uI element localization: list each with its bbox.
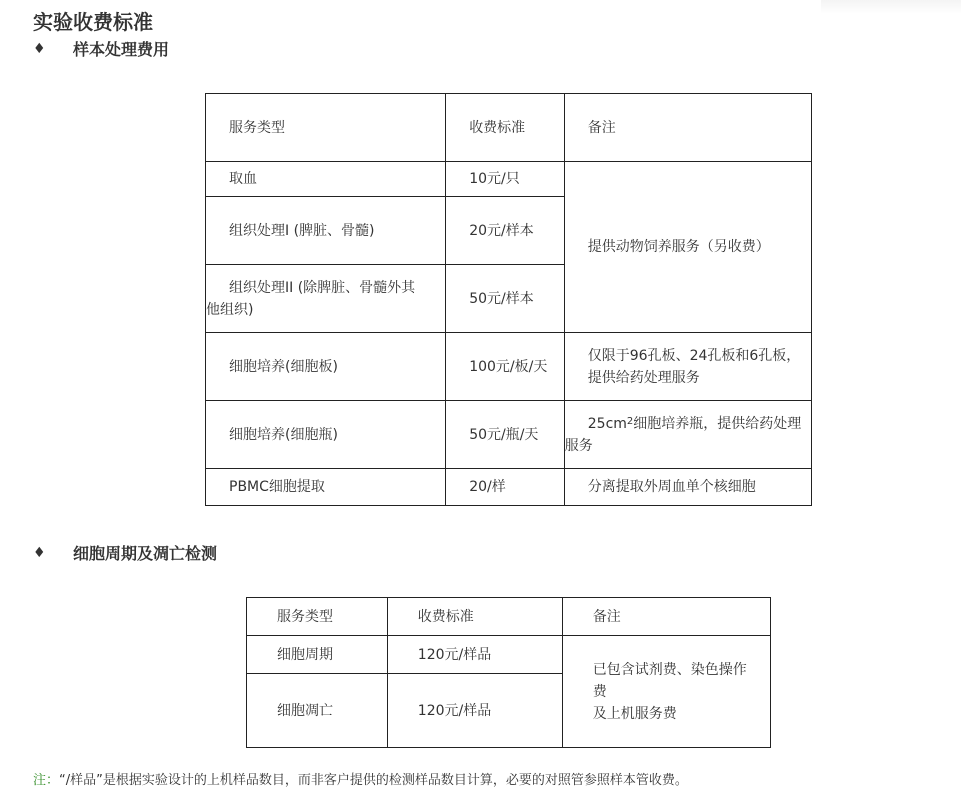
top-shadow bbox=[821, 0, 961, 14]
fee-cell: 10元/只 bbox=[446, 162, 565, 197]
section-heading-sample-processing bbox=[33, 37, 169, 60]
table-row bbox=[206, 401, 812, 469]
section-heading-cell-cycle-apoptosis bbox=[33, 541, 217, 564]
section-heading-label: 细胞周期及凋亡检测 bbox=[73, 544, 218, 563]
remark-cell bbox=[564, 401, 811, 469]
service-type-cell: 细胞培养(细胞板) bbox=[206, 333, 446, 401]
page-title: 实验收费标准 bbox=[33, 10, 153, 34]
remark-line: 费 bbox=[592, 683, 607, 700]
service-type-cell: PBMC细胞提取 bbox=[206, 469, 446, 506]
fee-cell: 50元/样本 bbox=[446, 265, 565, 333]
fee-cell: 120元/样品 bbox=[387, 636, 562, 674]
service-type-cell: 细胞周期 bbox=[247, 636, 388, 674]
header-remark: 备注 bbox=[562, 598, 770, 636]
diamond-bullet-icon: ♦ bbox=[33, 40, 46, 57]
table-row bbox=[247, 636, 771, 674]
table-row bbox=[206, 333, 812, 401]
remark-prefix: 25cm bbox=[587, 415, 627, 432]
footnote-text: “/样品”是根据实验设计的上机样品数目，而非客户提供的检测样品数目计算，必要的对照管参照样本管收费。 bbox=[59, 773, 688, 788]
diamond-bullet-icon: ♦ bbox=[33, 544, 46, 561]
service-type-cell bbox=[206, 265, 446, 333]
remark-cell: 分离提取外周血单个核细胞 bbox=[564, 469, 811, 506]
remark-rest: 细胞培养瓶，提供给药处理 bbox=[633, 415, 802, 432]
service-type-line: 他组织) bbox=[206, 301, 254, 318]
remark-line: 仅限于96孔板、24孔板和6孔板， bbox=[587, 347, 801, 364]
remark-line: 及上机服务费 bbox=[592, 705, 677, 722]
table-header-row bbox=[247, 598, 771, 636]
header-fee-standard: 收费标准 bbox=[387, 598, 562, 636]
section-heading-label: 样本处理费用 bbox=[73, 40, 170, 59]
table-header-row bbox=[206, 94, 812, 162]
remark-line: 已包含试剂费、染色操作 bbox=[592, 661, 747, 678]
footnote bbox=[33, 769, 688, 788]
fee-cell: 50元/瓶/天 bbox=[446, 401, 565, 469]
header-fee-standard: 收费标准 bbox=[446, 94, 565, 162]
header-remark: 备注 bbox=[564, 94, 811, 162]
cell-cycle-apoptosis-fee-table bbox=[246, 597, 771, 748]
merged-remark-cell: 提供动物饲养服务（另收费） bbox=[564, 162, 811, 333]
fee-cell: 20/样 bbox=[446, 469, 565, 506]
remark-cell bbox=[564, 333, 811, 401]
header-service-type: 服务类型 bbox=[206, 94, 446, 162]
service-type-cell: 取血 bbox=[206, 162, 446, 197]
service-type-cell: 组织处理I (脾脏、骨髓) bbox=[206, 197, 446, 265]
table-row bbox=[206, 469, 812, 506]
service-type-line: 组织处理II (除脾脏、骨髓外其 bbox=[229, 279, 416, 296]
remark-line: 提供给药处理服务 bbox=[587, 369, 700, 386]
header-service-type: 服务类型 bbox=[247, 598, 388, 636]
remark-line bbox=[565, 413, 811, 435]
service-type-cell: 细胞凋亡 bbox=[247, 674, 388, 748]
footnote-prefix: 注： bbox=[33, 773, 60, 788]
service-type-cell: 细胞培养(细胞瓶) bbox=[206, 401, 446, 469]
sample-processing-fee-table bbox=[205, 93, 812, 506]
table-row bbox=[206, 162, 812, 197]
remark-line: 服务 bbox=[564, 437, 593, 454]
merged-remark-cell bbox=[562, 636, 770, 748]
fee-cell: 20元/样本 bbox=[446, 197, 565, 265]
superscript: 2 bbox=[626, 415, 634, 427]
fee-cell: 100元/板/天 bbox=[446, 333, 565, 401]
fee-cell: 120元/样品 bbox=[387, 674, 562, 748]
